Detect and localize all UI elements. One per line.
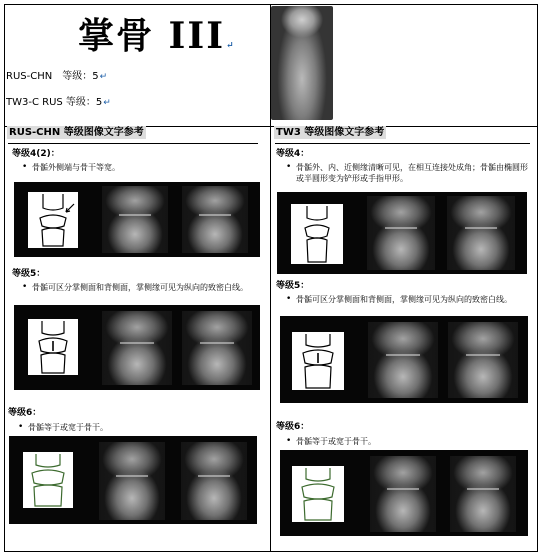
right-grade-1-image-band: [277, 192, 527, 274]
left-grade-2-image-band: [14, 305, 260, 390]
page-title: 掌骨 III↵: [78, 15, 236, 57]
left-section-rule: [8, 143, 258, 144]
bone-sketch-icon: [28, 319, 78, 375]
xray-image: [368, 322, 438, 398]
hero-xray-image: [271, 6, 333, 120]
xray-image: [450, 456, 516, 532]
right-grade-text-3: • 骨骺等于或宽于骨干。: [296, 436, 528, 447]
left-grade-text-1: • 骨骺外侧端与骨干等宽。: [32, 162, 254, 173]
right-grade-2-image-band: [280, 316, 528, 403]
bone-sketch-icon: [292, 332, 344, 390]
tw3-grade-line: TW3-C RUS 等级：5↵: [6, 97, 111, 108]
xray-image: [448, 322, 518, 398]
right-grade-text-2: • 骨骺可区分掌侧面和背侧面，掌侧缘可见为纵向的致密白线。: [296, 294, 528, 305]
bone-sketch-icon: [291, 204, 343, 264]
right-grade-label-1: 等级4：: [276, 149, 310, 159]
bone-sketch-icon: [292, 466, 344, 522]
right-grade-label-2: 等级5：: [276, 281, 310, 291]
xray-image: [182, 186, 248, 253]
xray-image: [182, 311, 252, 385]
left-grade-label-2: 等级5：: [12, 269, 46, 279]
right-grade-text-1: • 骨骺外、内、近侧缘清晰可见，在相互连接处成角；骨骺由椭圆形或半圆形变为铲形或手指甲形。: [296, 162, 528, 184]
bone-sketch-icon: [23, 452, 73, 508]
left-grade-text-3: • 骨骺等于或宽于骨干。: [28, 422, 250, 433]
left-grade-label-1: 等级4(2)：: [12, 149, 60, 159]
right-section-rule: [275, 143, 530, 144]
xray-image: [447, 196, 515, 270]
right-grade-3-image-band: [280, 450, 528, 536]
xray-image: [181, 442, 247, 520]
right-section-title: TW3 等级图像文字参考: [276, 127, 385, 138]
xray-image: [367, 196, 435, 270]
left-grade-1-image-band: [14, 182, 260, 257]
bone-sketch-icon: [28, 192, 78, 248]
left-grade-text-2: • 骨骺可区分掌侧面和背侧面，掌侧缘可见为纵向的致密白线。: [32, 282, 254, 293]
left-section-title: RUS-CHN 等级图像文字参考: [9, 127, 144, 138]
xray-image: [102, 311, 172, 385]
xray-image: [102, 186, 168, 253]
right-grade-label-3: 等级6：: [276, 422, 310, 432]
left-grade-label-3: 等级6：: [8, 408, 42, 418]
left-grade-3-image-band: [9, 436, 257, 524]
xray-image: [99, 442, 165, 520]
rus-chn-grade-line: RUS-CHN 等级：5↵: [6, 71, 108, 82]
xray-image: [370, 456, 436, 532]
